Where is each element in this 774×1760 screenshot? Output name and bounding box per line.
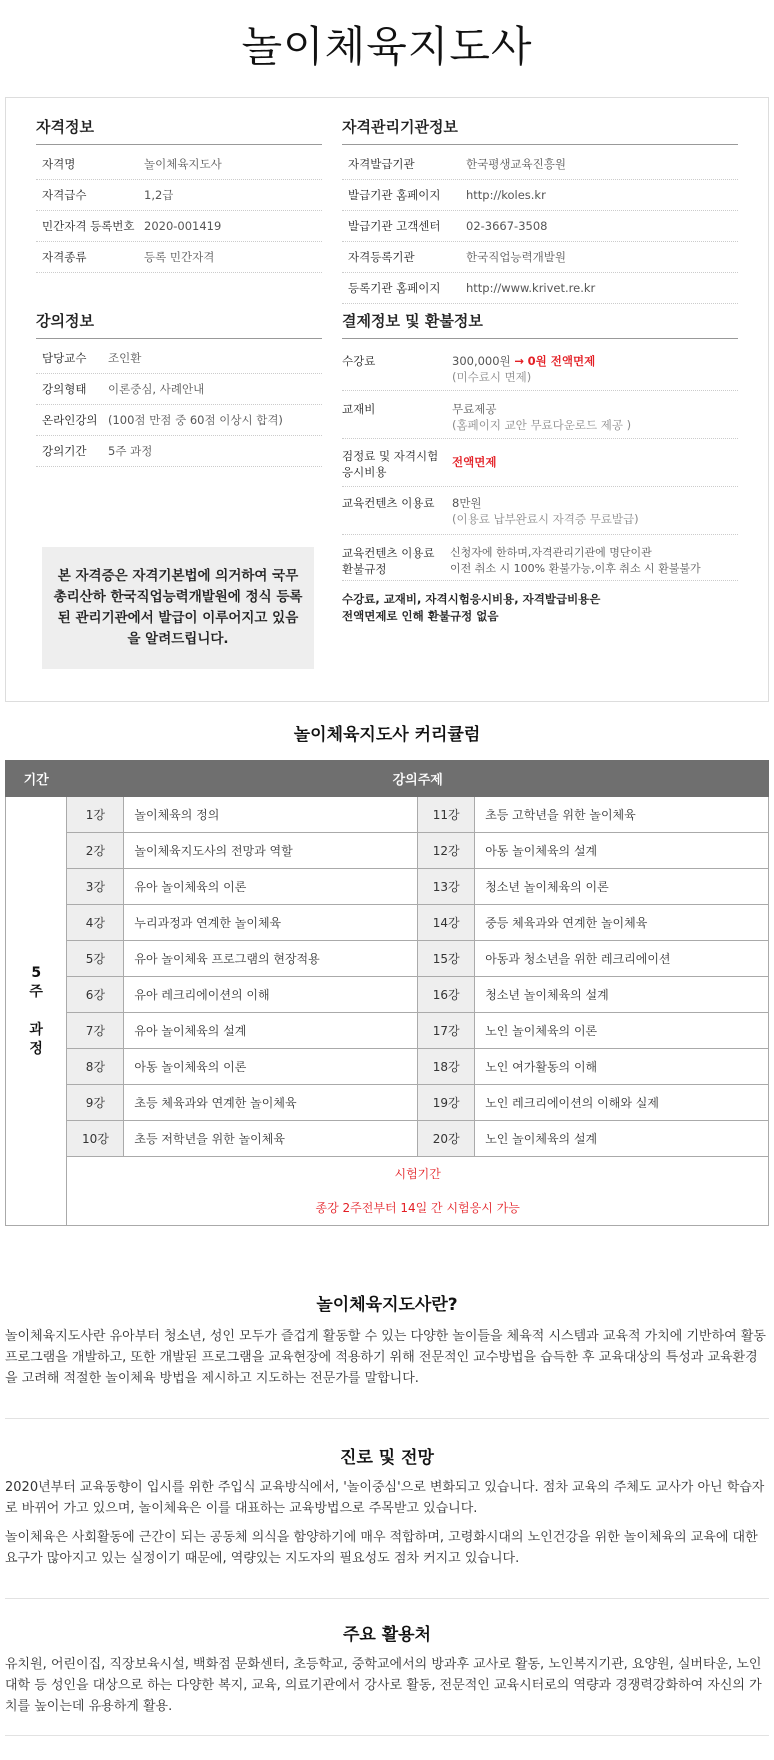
lecture-number: 10강	[67, 1121, 124, 1157]
book-value: 무료제공	[452, 402, 497, 416]
qualification-row	[36, 242, 322, 273]
lecture-number: 15강	[418, 941, 475, 977]
exam-fee-key-1: 검정료 및 자격시험	[342, 449, 439, 463]
refund-footer-2: 전액면제로 인해 환불규정 없음	[342, 609, 499, 623]
lecture-number: 18강	[418, 1049, 475, 1085]
lecture-topic: 유아 레크리에이션의 이해	[124, 977, 418, 1013]
fee-arrow: →	[514, 354, 524, 368]
lecture-number: 5강	[67, 941, 124, 977]
lecture-key: 온라인강의	[42, 413, 98, 427]
lecture-topic: 청소년 놀이체육의 설계	[475, 977, 769, 1013]
lecture-number: 6강	[67, 977, 124, 1013]
exam-desc: 종강 2주전부터 14일 간 시험응시 가능	[315, 1201, 520, 1215]
divider-1	[5, 1418, 769, 1419]
lecture-topic: 노인 놀이체육의 이론	[475, 1013, 769, 1049]
table-row	[6, 1085, 769, 1121]
lecture-title: 강의정보	[36, 310, 322, 339]
payment-section	[342, 310, 738, 625]
curriculum-table	[5, 760, 769, 1226]
lecture-topic: 유아 놀이체육의 이론	[124, 869, 418, 905]
table-row	[6, 905, 769, 941]
lecture-number: 12강	[418, 833, 475, 869]
lecture-topic: 유아 놀이체육 프로그램의 현장적용	[124, 941, 418, 977]
period-label-char	[6, 1002, 66, 1021]
lecture-number: 13강	[418, 869, 475, 905]
lecture-number: 19강	[418, 1085, 475, 1121]
table-row	[6, 977, 769, 1013]
book-row	[342, 391, 738, 439]
period-cell	[6, 797, 67, 1226]
period-label-char: 과	[29, 1021, 43, 1038]
fee-original: 300,000원	[452, 354, 511, 368]
exam-cell	[67, 1157, 769, 1226]
lecture-number: 3강	[67, 869, 124, 905]
exam-row	[6, 1157, 769, 1226]
exam-fee-key-2: 응시비용	[342, 465, 387, 479]
usage-text: 유치원, 어린이집, 직장보육시설, 백화점 문화센터, 초등학교, 중학교에서의 방과후 교사로 활동, 노인복지기관, 요양원, 실버타운, 노인대학 등 성인을 대상으로 하는 다양한 복지, 교육, 의료기관에서 강사로 활동, 전문적인 교육시터로의 역량과 경쟁력강화하여 자신의 가치를 높이는데 유용하게 활용.	[5, 1657, 762, 1714]
fee-key: 수강료	[342, 354, 376, 368]
lecture-topic: 노인 여가활동의 이해	[475, 1049, 769, 1085]
lecture-number: 8강	[67, 1049, 124, 1085]
lecture-topic: 노인 놀이체육의 설계	[475, 1121, 769, 1157]
lecture-number: 2강	[67, 833, 124, 869]
lecture-topic: 초등 체육과와 연계한 놀이체육	[124, 1085, 418, 1121]
lecture-topic: 초등 고학년을 위한 놀이체육	[475, 797, 769, 833]
lecture-topic: 초등 저학년을 위한 놀이체육	[124, 1121, 418, 1157]
qualification-key: 자격종류	[42, 250, 87, 264]
about-text: 놀이체육지도사란 유아부터 청소년, 성인 모두가 즐겁게 활동할 수 있는 다양한 놀이들을 체육적 시스템과 교육적 가치에 기반하여 활동 프로그램을 개발하고, 또한 개발된 프로그램을 교육현장에 적용하기 위해 전문적인 교수방법을 습득한 후 교육대상의 특성과 교육환경을 고려해 적절한 놀이체육 방법을 제시하고 지도하는 전문가를 말합니다.	[5, 1329, 766, 1386]
info-box	[5, 97, 769, 702]
lecture-section	[36, 310, 322, 467]
qualification-row	[36, 180, 322, 211]
agency-row	[342, 242, 738, 273]
qualification-value: 2020-001419	[144, 219, 222, 233]
lecture-topic: 놀이체육지도사의 전망과 역할	[124, 833, 418, 869]
lecture-row	[36, 374, 322, 405]
divider-2	[5, 1598, 769, 1599]
exam-title: 시험기간	[394, 1167, 441, 1181]
lecture-number: 1강	[67, 797, 124, 833]
content-fee-key: 교육컨텐츠 이용료	[342, 496, 435, 510]
table-row	[6, 869, 769, 905]
exam-fee-value: 전액면제	[452, 455, 497, 469]
qualification-row	[36, 211, 322, 242]
lecture-number: 20강	[418, 1121, 475, 1157]
content-fee-row	[342, 487, 738, 535]
lecture-number: 9강	[67, 1085, 124, 1121]
exam-fee-row	[342, 439, 738, 487]
agency-value: 한국직업능력개발원	[466, 250, 566, 264]
agency-key: 자격등록기관	[348, 250, 415, 264]
refund-footer	[342, 581, 738, 625]
fee-row	[342, 343, 738, 391]
col-topic-header: 강의주제	[67, 761, 769, 797]
refund-line-1: 신청자에 한하며,자격관리기관에 명단이관	[450, 546, 652, 559]
refund-row	[342, 535, 738, 581]
refund-footer-1: 수강료, 교재비, 자격시험응시비용, 자격발급비용은	[342, 592, 601, 606]
agency-value: 한국평생교육진흥원	[466, 157, 566, 171]
fee-new: 0원 전액면제	[527, 354, 596, 368]
agency-key: 등록기관 홈페이지	[348, 281, 441, 295]
divider-3	[5, 1735, 769, 1736]
career-text-1: 2020년부터 교육동향이 입시를 위한 주입식 교육방식에서, '놀이중심'으로 변화되고 있습니다. 점차 교육의 주체도 교사가 아닌 학습자로 바뀌어 가고 있으며, 놀이체육은 이를 대표하는 교육방법으로 주목받고 있습니다.	[5, 1480, 765, 1516]
payment-title: 결제정보 및 환불정보	[342, 310, 738, 339]
fee-note: (미수료시 면제)	[452, 370, 532, 384]
agency-key: 발급기관 고객센터	[348, 219, 441, 233]
qualification-value: 등록 민간자격	[144, 250, 215, 264]
agency-value: http://koles.kr	[466, 188, 546, 202]
agency-value: 02-3667-3508	[466, 219, 548, 233]
lecture-number: 7강	[67, 1013, 124, 1049]
agency-value: http://www.krivet.re.kr	[466, 281, 596, 295]
lecture-key: 담당교수	[42, 351, 87, 365]
lecture-topic: 중등 체육과와 연계한 놀이체육	[475, 905, 769, 941]
qualification-key: 자격급수	[42, 188, 87, 202]
lecture-row	[36, 436, 322, 467]
agency-key: 발급기관 홈페이지	[348, 188, 441, 202]
table-row	[6, 797, 769, 833]
lecture-value: 이론중심, 사례안내	[108, 382, 205, 396]
lecture-topic: 아동 놀이체육의 설계	[475, 833, 769, 869]
lecture-topic: 유아 놀이체육의 설계	[124, 1013, 418, 1049]
lecture-number: 17강	[418, 1013, 475, 1049]
agency-row	[342, 180, 738, 211]
book-note: (홈페이지 교안 무료다운로드 제공 )	[452, 418, 632, 432]
book-key: 교재비	[342, 402, 376, 416]
qualification-row	[36, 149, 322, 180]
agency-row	[342, 273, 738, 304]
lecture-topic: 놀이체육의 정의	[124, 797, 418, 833]
lecture-value: (100점 만점 중 60점 이상시 합격)	[108, 413, 283, 427]
curriculum-title: 놀이체육지도사 커리큘럼	[293, 725, 481, 745]
table-row	[6, 1013, 769, 1049]
period-label-char: 주	[29, 983, 43, 1000]
qualification-key: 민간자격 등록번호	[42, 219, 135, 233]
lecture-row	[36, 405, 322, 436]
career-title: 진로 및 전망	[340, 1448, 434, 1468]
lecture-number: 16강	[418, 977, 475, 1013]
refund-key-1: 교육컨텐츠 이용료	[342, 546, 435, 560]
agency-title: 자격관리기관정보	[342, 116, 738, 145]
lecture-topic: 아동과 청소년을 위한 레크리에이션	[475, 941, 769, 977]
lecture-number: 14강	[418, 905, 475, 941]
content-fee-value: 8만원	[452, 496, 482, 510]
period-label-char: 5	[31, 964, 42, 981]
qualification-title: 자격정보	[36, 116, 322, 145]
lecture-key: 강의형태	[42, 382, 87, 396]
lecture-number: 11강	[418, 797, 475, 833]
lecture-key: 강의기간	[42, 444, 87, 458]
about-title: 놀이체육지도사란?	[316, 1295, 458, 1315]
notice-box: 본 자격증은 자격기본법에 의거하여 국무총리산하 한국직업능력개발원에 정식 등록된 관리기관에서 발급이 이루어지고 있음을 알려드립니다.	[42, 547, 314, 669]
refund-line-2: 이전 취소 시 100% 환불가능,이후 취소 시 환불불가	[450, 562, 701, 575]
lecture-number: 4강	[67, 905, 124, 941]
page-title: 놀이체육지도사	[241, 22, 533, 71]
agency-row	[342, 149, 738, 180]
usage-title: 주요 활용처	[342, 1625, 432, 1645]
refund-key-2: 환불규정	[342, 562, 387, 576]
table-row	[6, 833, 769, 869]
lecture-topic: 청소년 놀이체육의 이론	[475, 869, 769, 905]
col-period-header: 기간	[6, 761, 67, 797]
table-row	[6, 941, 769, 977]
lecture-topic: 아동 놀이체육의 이론	[124, 1049, 418, 1085]
lecture-topic: 노인 레크리에이션의 이해와 실제	[475, 1085, 769, 1121]
table-row	[6, 1049, 769, 1085]
lecture-value: 5주 과정	[108, 444, 153, 458]
qualification-key: 자격명	[42, 157, 76, 171]
agency-section	[342, 116, 738, 304]
qualification-value: 놀이체육지도사	[144, 157, 222, 171]
qualification-section	[36, 116, 322, 273]
lecture-row	[36, 343, 322, 374]
career-text-2: 놀이체육은 사회활동에 근간이 되는 공동체 의식을 함양하기에 매우 적합하며, 고령화시대의 노인건강을 위한 놀이체육의 교육에 대한 요구가 많아지고 있는 실정이기 때문에, 역량있는 지도자의 필요성도 점차 커지고 있습니다.	[5, 1530, 758, 1566]
table-row	[6, 1121, 769, 1157]
agency-key: 자격발급기관	[348, 157, 415, 171]
lecture-value: 조인환	[108, 351, 142, 365]
agency-row	[342, 211, 738, 242]
period-label-char: 정	[29, 1040, 43, 1057]
content-fee-note: (이용료 납부완료시 자격증 무료발급)	[452, 512, 639, 526]
lecture-topic: 누리과정과 연계한 놀이체육	[124, 905, 418, 941]
qualification-value: 1,2급	[144, 188, 174, 202]
